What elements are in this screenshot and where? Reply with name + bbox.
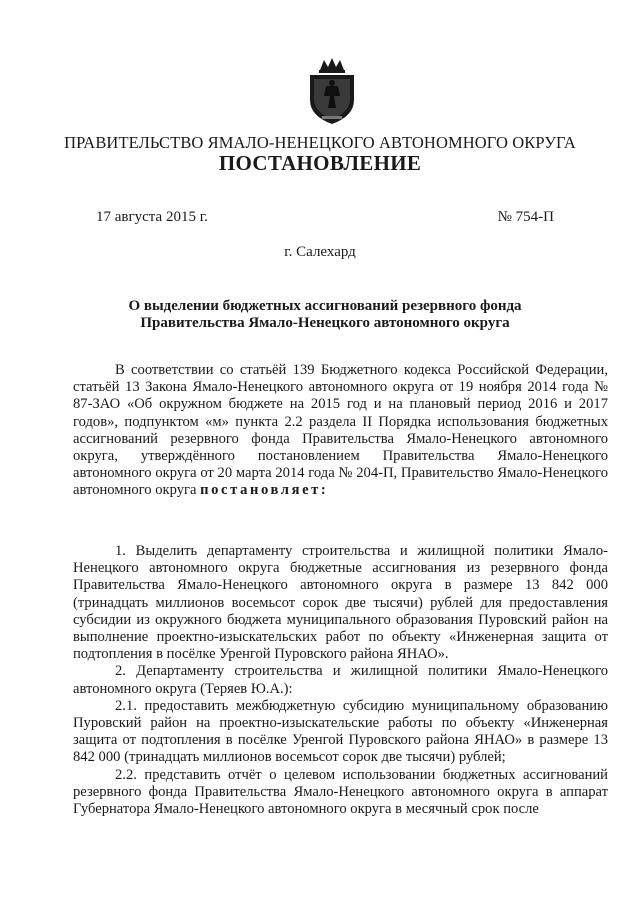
preamble-text: В соответствии со статьёй 139 Бюджетного кодекса Российской Федерации, статьёй 13 Закона Ямало-Ненецкого автономного округа от 19 ноября 2014 года № 87-ЗАО «Об окружном бюджете на 2015 год и на плановый период 2016 и 2017 годов», подпунктом «м» пункта 2.2 раздела II Порядка использования бюджетных ассигнований резервного фонда Правительства Ямало-Ненецкого автономного округа, утверждённого постановлением Правительства Ямало-Ненецкого автономного округа от 20 марта 2014 года № 204-П, Правительство Ямало-Ненецкого автономного округа [73,362,608,499]
document-title-line-1: О выделении бюджетных ассигнований резервного фонда [128,298,522,314]
document-date: 17 августа 2015 г. [96,209,208,225]
government-name: ПРАВИТЕЛЬСТВО ЯМАЛО-НЕНЕЦКОГО АВТОНОМНОГО ОКРУГА [64,133,576,152]
document-city: г. Салехард [284,244,356,260]
item-1: 1. Выделить департаменту строительства и жилищной политики Ямало-Ненецкого автономного округа бюджетные ассигнования из резервного фонда Правительства Ямало-Ненецкого автономного округа в размере 13 842 000 (тринадцать миллионов восемьсот сорок две тысячи) рублей для предоставления субсидии из окружного бюджета муниципального образования Пуровский район на выполнение проектно-изыскательских работ по объекту «Инженерная защита от подтопления в посёлке Уренгой Пуровского района ЯНАО». [73,543,608,663]
item-2-2: 2.2. представить отчёт о целевом использовании бюджетных ассигнований резервного фонда Правительства Ямало-Ненецкого автономного округа в аппарат Губернатора Ямало-Ненецкого автономного округа в месячный срок после [73,766,608,818]
item-2: 2. Департаменту строительства и жилищной политики Ямало-Ненецкого автономного округа (Теряев Ю.А.): [73,663,608,697]
document-type: ПОСТАНОВЛЕНИЕ [218,151,422,175]
document-title-line-2: Правительства Ямало-Ненецкого автономного округа [140,315,510,331]
item-2-1: 2.1. предоставить межбюджетную субсидию муниципальному образованию Пуровский район на проектно-изыскательские работы по объекту «Инженерная защита от подтопления в посёлке Уренгой Пуровского района ЯНАО» в размере 13 842 000 (тринадцать миллионов восемьсот сорок две тысячи) рублей; [73,697,608,766]
resolves-keyword: постановляет: [200,482,329,499]
document-number: № 754-П [497,209,554,225]
preamble-paragraph [73,362,608,500]
coat-of-arms-emblem [304,56,360,126]
resolution-items [73,543,608,818]
document-title [100,298,550,332]
preamble [73,362,608,500]
